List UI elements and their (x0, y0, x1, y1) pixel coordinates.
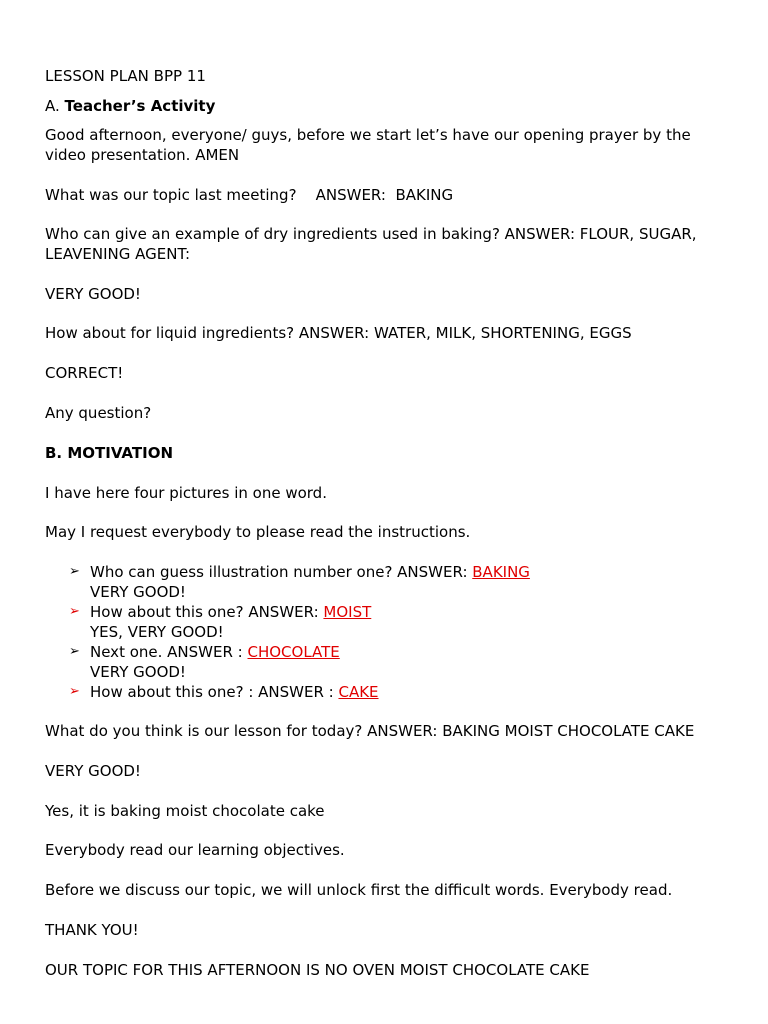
paragraph-any-question: Any question? (45, 404, 152, 422)
paragraph-thank-you: THANK YOU! (45, 921, 139, 939)
arrow-bullet-icon: ➢ (69, 564, 80, 579)
arrow-bullet-icon: ➢ (69, 604, 80, 619)
paragraph-read-instructions: May I request everybody to please read the instructions. (45, 523, 471, 541)
paragraph-liquid-ingredients: How about for liquid ingredients? ANSWER: WATER, MILK, SHORTENING, EGGS (45, 324, 632, 342)
paragraph-very-good: VERY GOOD! (45, 285, 141, 303)
list-item-text: Who can guess illustration number one? ANSWER: (90, 563, 473, 581)
section-b-heading: B. MOTIVATION (45, 444, 173, 462)
paragraph-opening-prayer: Good afternoon, everyone/ guys, before we start let’s have our opening prayer by the video presentation. AMEN (45, 126, 691, 164)
paragraph-learning-objectives: Everybody read our learning objectives. (45, 841, 345, 859)
arrow-bullet-icon: ➢ (69, 684, 80, 699)
paragraph-four-pictures: I have here four pictures in one word. (45, 484, 327, 502)
paragraph-correct: CORRECT! (45, 364, 124, 382)
answer-chocolate: CHOCOLATE (247, 643, 340, 661)
list-item-followup: VERY GOOD! (90, 663, 186, 681)
list-item (69, 602, 729, 642)
arrow-bullet-icon: ➢ (69, 644, 80, 659)
paragraph-baking-moist: Yes, it is baking moist chocolate cake (45, 802, 325, 820)
paragraph-last-topic: What was our topic last meeting? ANSWER: BAKING (45, 186, 454, 204)
document-title: LESSON PLAN BPP 11 (45, 67, 206, 85)
section-a-title: Teacher’s Activity (64, 97, 216, 115)
paragraph-dry-ingredients: Who can give an example of dry ingredients used in baking? ANSWER: FLOUR, SUGAR, LEAVENING AGENT: (45, 225, 697, 263)
answer-moist: MOIST (323, 603, 372, 621)
list-item-followup: YES, VERY GOOD! (90, 623, 224, 641)
answer-baking: BAKING (472, 563, 530, 581)
list-item (69, 642, 729, 682)
list-item-text: How about this one? ANSWER: (90, 603, 324, 621)
section-a-prefix: A. (45, 97, 65, 115)
paragraph-very-good-2: VERY GOOD! (45, 762, 141, 780)
paragraph-topic-afternoon: OUR TOPIC FOR THIS AFTERNOON IS NO OVEN MOIST CHOCOLATE CAKE (45, 961, 590, 979)
list-item (69, 562, 729, 602)
answer-cake: CAKE (338, 683, 379, 701)
list-item-text: How about this one? : ANSWER : (90, 683, 339, 701)
paragraph-lesson-today: What do you think is our lesson for today? ANSWER: BAKING MOIST CHOCOLATE CAKE (45, 722, 695, 740)
list-item (69, 682, 729, 702)
section-a-heading (45, 96, 735, 116)
list-item-followup: VERY GOOD! (90, 583, 186, 601)
list-item-text: Next one. ANSWER : (90, 643, 248, 661)
answer-list (69, 562, 729, 702)
paragraph-difficult-words: Before we discuss our topic, we will unlock first the difficult words. Everybody read. (45, 881, 673, 899)
